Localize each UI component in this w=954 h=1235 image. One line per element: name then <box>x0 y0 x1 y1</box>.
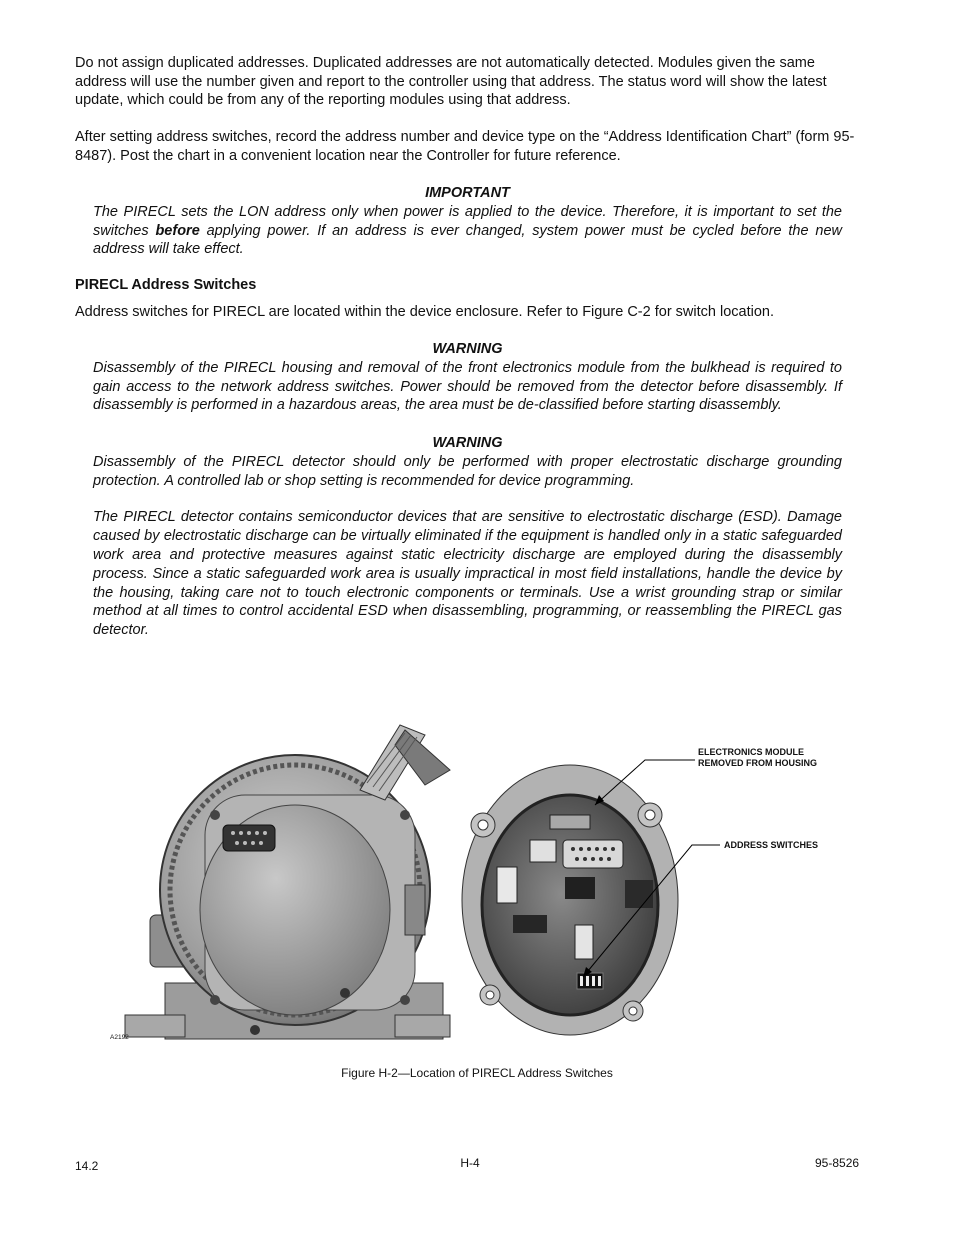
warning2-title: WARNING <box>432 435 503 451</box>
warning-esd <box>93 434 842 640</box>
important-text: The PIRECL sets the LON address only when power is applied to the device. Therefore, it is important to set the switches before applying power. If an address is ever changed, system power must be cycled before the new address will take effect. <box>93 203 842 258</box>
important-notice <box>93 184 842 259</box>
warning2-text2: The PIRECL detector contains semiconductor devices that are sensitive to electrostatic discharge (ESD). Damage caused by electrostatic discharge can be virtually eliminated if the equipment is handled only in a static safeguarded work area and protective measures against static electricity discharge are employed during the disassembly process. Since a static safeguarded work area is usually impractical in most field installations, handle the device by the housing, taking care not to touch electronic components or terminals. Use a wrist grounding strap or similar method at all times to control accidental ESD when disassembling, programming, or reassembling the PIRECL gas detector. <box>93 509 842 639</box>
electronics-module <box>462 765 678 1035</box>
warning1-text: Disassembly of the PIRECL housing and removal of the front electronics module from the bulkhead is required to gain access to the network address switches. Power should be removed from the detector before disassembly. If disassembly is performed in a hazardous areas, the area must be de-classified before starting disassembly. <box>93 359 842 414</box>
footer-page-number: H-4 <box>460 1156 480 1170</box>
label-address-switches: ADDRESS SWITCHES <box>724 840 819 850</box>
art-code: A2192 <box>110 1034 129 1041</box>
paragraph-record-address: After setting address switches, record the address number and device type on the “Address Identification Chart” (form 95-8487). Post the chart in a convenient location near the Controller for future reference. <box>75 129 855 164</box>
paragraph-duplicate-addresses: Do not assign duplicated addresses. Duplicated addresses are not automatically detected. Modules given the same address will use the number given and report to the controller using that address. The status word will show the latest update, which could be from any of the reporting modules using that address. <box>75 55 827 109</box>
footer-document-number: 95-8526 <box>815 1156 860 1170</box>
important-bold-word: before <box>155 222 200 239</box>
label-electronics-module: ELECTRONICS MODULE REMOVED FROM HOUSING <box>698 747 818 768</box>
paragraph-switch-location: Address switches for PIRECL are located within the device enclosure. Refer to Figure C-2 for switch location. <box>75 304 774 320</box>
detector-housing <box>125 725 450 1039</box>
warning2-text1: Disassembly of the PIRECL detector should only be performed with proper electrostatic discharge grounding protection. A controlled lab or shop setting is recommended for device programming. <box>93 453 842 489</box>
section-heading: PIRECL Address Switches <box>75 277 257 293</box>
figure-caption: Figure H-2—Location of PIRECL Address Switches <box>341 1066 613 1080</box>
figure-pirecl <box>105 715 865 1050</box>
footer-revision: 14.2 <box>75 1159 99 1173</box>
warning1-title: WARNING <box>432 341 503 357</box>
important-title: IMPORTANT <box>425 185 510 201</box>
warning-disassembly <box>93 340 842 415</box>
